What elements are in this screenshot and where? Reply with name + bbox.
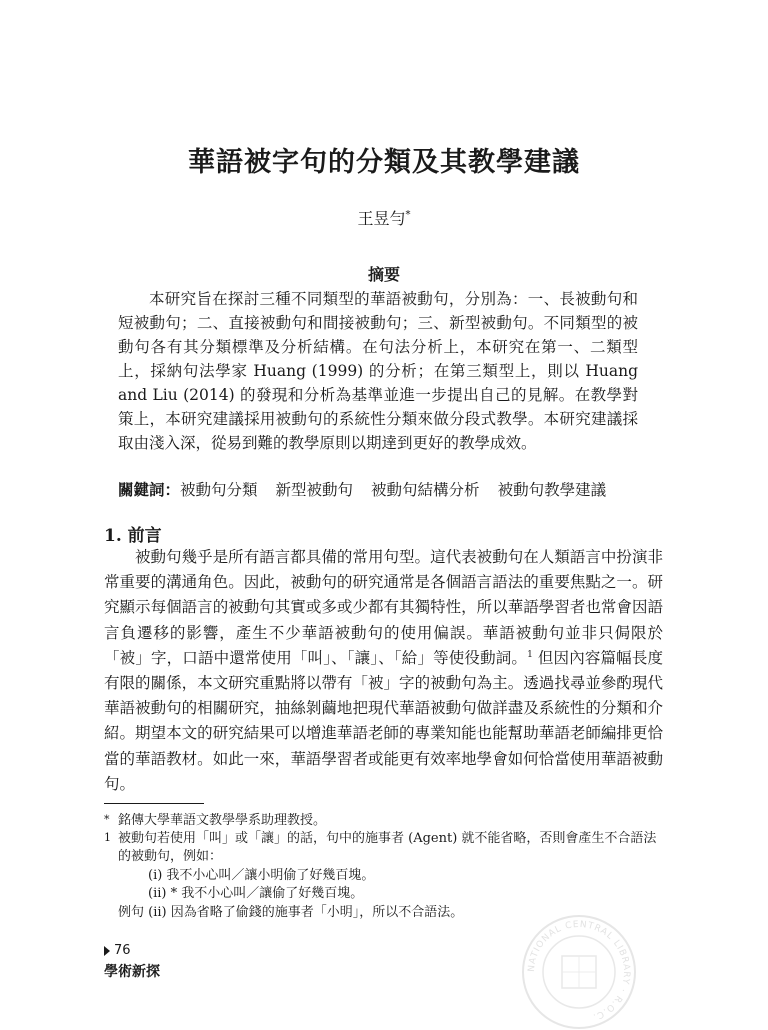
abstract-body: 本研究旨在探討三種不同類型的華語被動句，分別為：一、長被動句和短被動句；二、直接被動句和間接被動句；三、新型被動句。不同類型的被動句各有其分類標準及分析結構。在句法分析上，本研究在第一、二類型上，採納句法學家 Huang (1999) 的分析；在第三類型上，則以 Huang and Liu (2014) 的發現和分析為基準並進一步提出自己的見解。在教學對策上，本研究建議採用被動句的系統性分類來做分段式教學。本研究建議採取由淺入深，從易到難的教學原則以期達到更好的教學成效。: [118, 290, 638, 452]
footnote-example-ii: (ii) * 我不小心叫／讓偷了好幾百塊。: [148, 886, 364, 901]
footnote-divider: [104, 803, 204, 804]
footnote-author: [104, 812, 664, 830]
abstract-heading: 摘要: [367, 265, 400, 284]
page-number-value: 76: [114, 943, 131, 958]
keywords-label: 關鍵詞：: [118, 480, 181, 499]
keyword-item: 被動句結構分析: [371, 481, 480, 499]
keywords-line: [118, 478, 648, 502]
author-name: 王昱勻: [357, 209, 406, 228]
footnote-closing: 例句 (ii) 因為省略了偷錢的施事者「小明」，所以不合語法。: [118, 905, 464, 920]
footnote-example-i: (i) 我不小心叫／讓小明偷了好幾百塊。: [148, 868, 375, 883]
keyword-item: 被動句分類: [180, 481, 258, 499]
keyword-item: 新型被動句: [275, 481, 354, 499]
author-line: [0, 206, 768, 229]
journal-name: 學術新探: [104, 964, 160, 980]
section-body-part-b: 但因內容篇幅長度有限的關係，本文研究重點將以帶有「被」字的被動句為主。透過找尋並參酌現代華語被動句的相關研究，抽絲剝繭地把現代華語被動句做詳盡及系統性的分類和介紹。期望本文的研究結果可以增進華語老師的專業知能也能幫助華語老師編排更恰當的華語教材。如此一來，華語學習者或能更有效率地學會如何恰當使用華語被動句。: [104, 648, 663, 793]
triangle-marker-icon: [104, 946, 110, 956]
footnote-star-text: 銘傳大學華語文教學學系助理教授。: [118, 813, 327, 828]
seal-text: NATIONAL CENTRAL LIBRARY · R.O.C.: [526, 919, 632, 1022]
section-heading: 1. 前言: [104, 526, 162, 546]
footnote-star-mark: *: [104, 813, 110, 826]
article-title: 華語被字句的分類及其教學建議: [188, 147, 580, 178]
section-body: [104, 545, 663, 797]
library-seal-watermark: [514, 910, 644, 1030]
section-body-part-a: 被動句幾乎是所有語言都具備的常用句型。這代表被動句在人類語言中扮演非常重要的溝通角色。因此，被動句的研究通常是各個語言語法的重要焦點之一。研究顯示每個語言的被動句其實或多或少都有其獨特性，所以華語學習者也常會因語言負遷移的影響，產生不少華語被動句的使用偏誤。華語被動句並非只侷限於「被」字，口語中還常使用「叫」、「讓」、「給」等使役動詞。: [104, 548, 663, 667]
footnote-one: [104, 830, 664, 866]
page-number: [104, 943, 131, 958]
keyword-item: 被動句教學建議: [497, 481, 607, 499]
author-footnote-mark: *: [405, 209, 411, 221]
footnote-ref: 1: [527, 649, 533, 660]
footnote-one-text: 被動句若使用「叫」或「讓」的話，句中的施事者 (Agent) 就不能省略，否則會產生不合語法的被動句，例如：: [118, 831, 657, 864]
footnote-one-mark: 1: [104, 831, 111, 844]
